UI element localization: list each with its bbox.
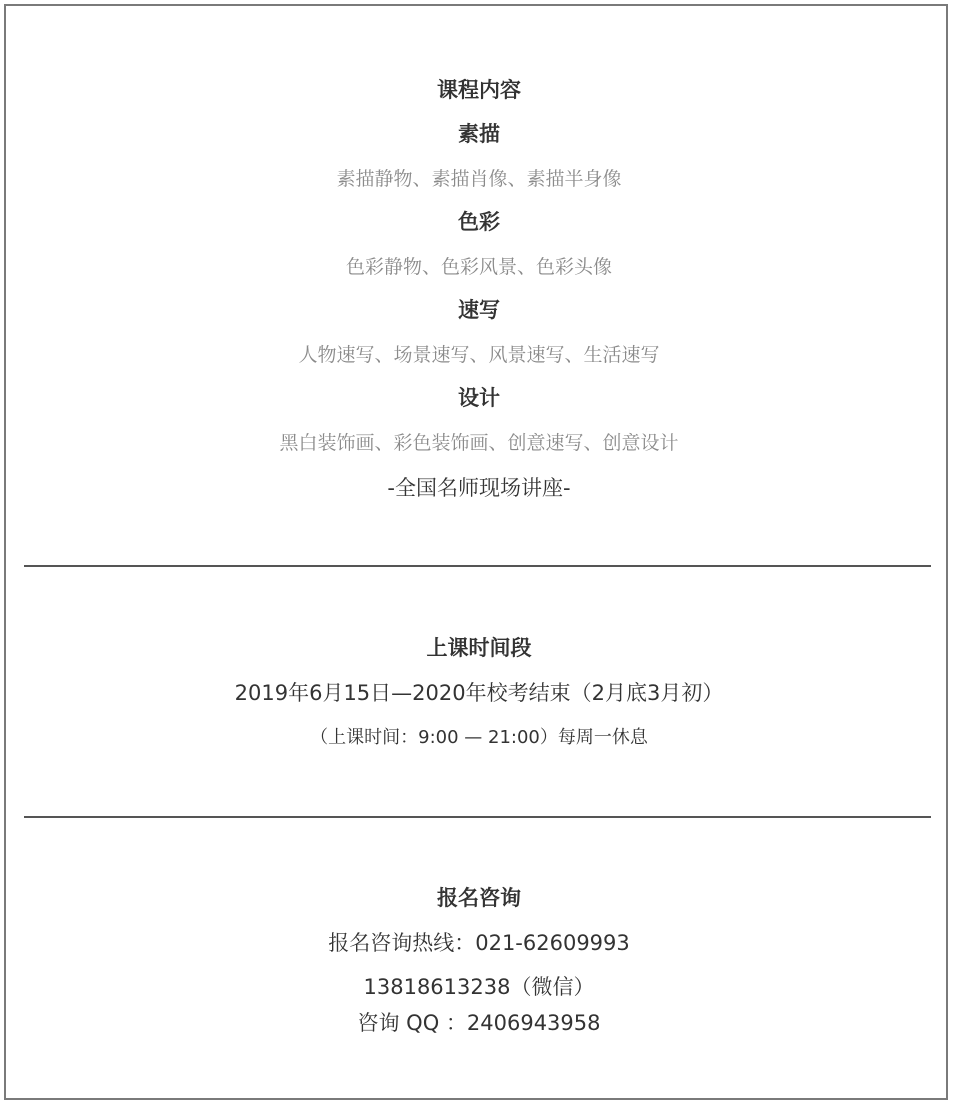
sketch-heading: 素描 [458, 122, 500, 146]
section-divider [24, 816, 931, 818]
contact-wechat: 13818613238（微信） [363, 975, 595, 999]
contact-hotline: 报名咨询热线：021-62609993 [328, 931, 630, 955]
section-divider [24, 565, 931, 567]
schedule-period: 2019年6月15日—2020年校考结束（2月底3月初） [234, 681, 724, 705]
color-items: 色彩静物、色彩风景、色彩头像 [345, 256, 612, 278]
course-section-title: 课程内容 [437, 78, 521, 102]
schedule-section-title: 上课时间段 [426, 636, 532, 660]
design-heading: 设计 [458, 386, 500, 410]
contact-section-title: 报名咨询 [437, 886, 521, 910]
quick-sketch-items: 人物速写、场景速写、风景速写、生活速写 [298, 344, 660, 366]
schedule-hours: （上课时间：9:00 — 21:00）每周一休息 [310, 727, 648, 748]
sketch-items: 素描静物、素描肖像、素描半身像 [336, 168, 622, 190]
contact-qq: 咨询 QQ ：2406943958 [357, 1011, 601, 1035]
quick-sketch-heading: 速写 [458, 298, 500, 322]
lecture-note: -全国名师现场讲座- [387, 476, 571, 500]
color-heading: 色彩 [458, 210, 500, 234]
design-items: 黑白装饰画、彩色装饰画、创意速写、创意设计 [279, 432, 679, 454]
